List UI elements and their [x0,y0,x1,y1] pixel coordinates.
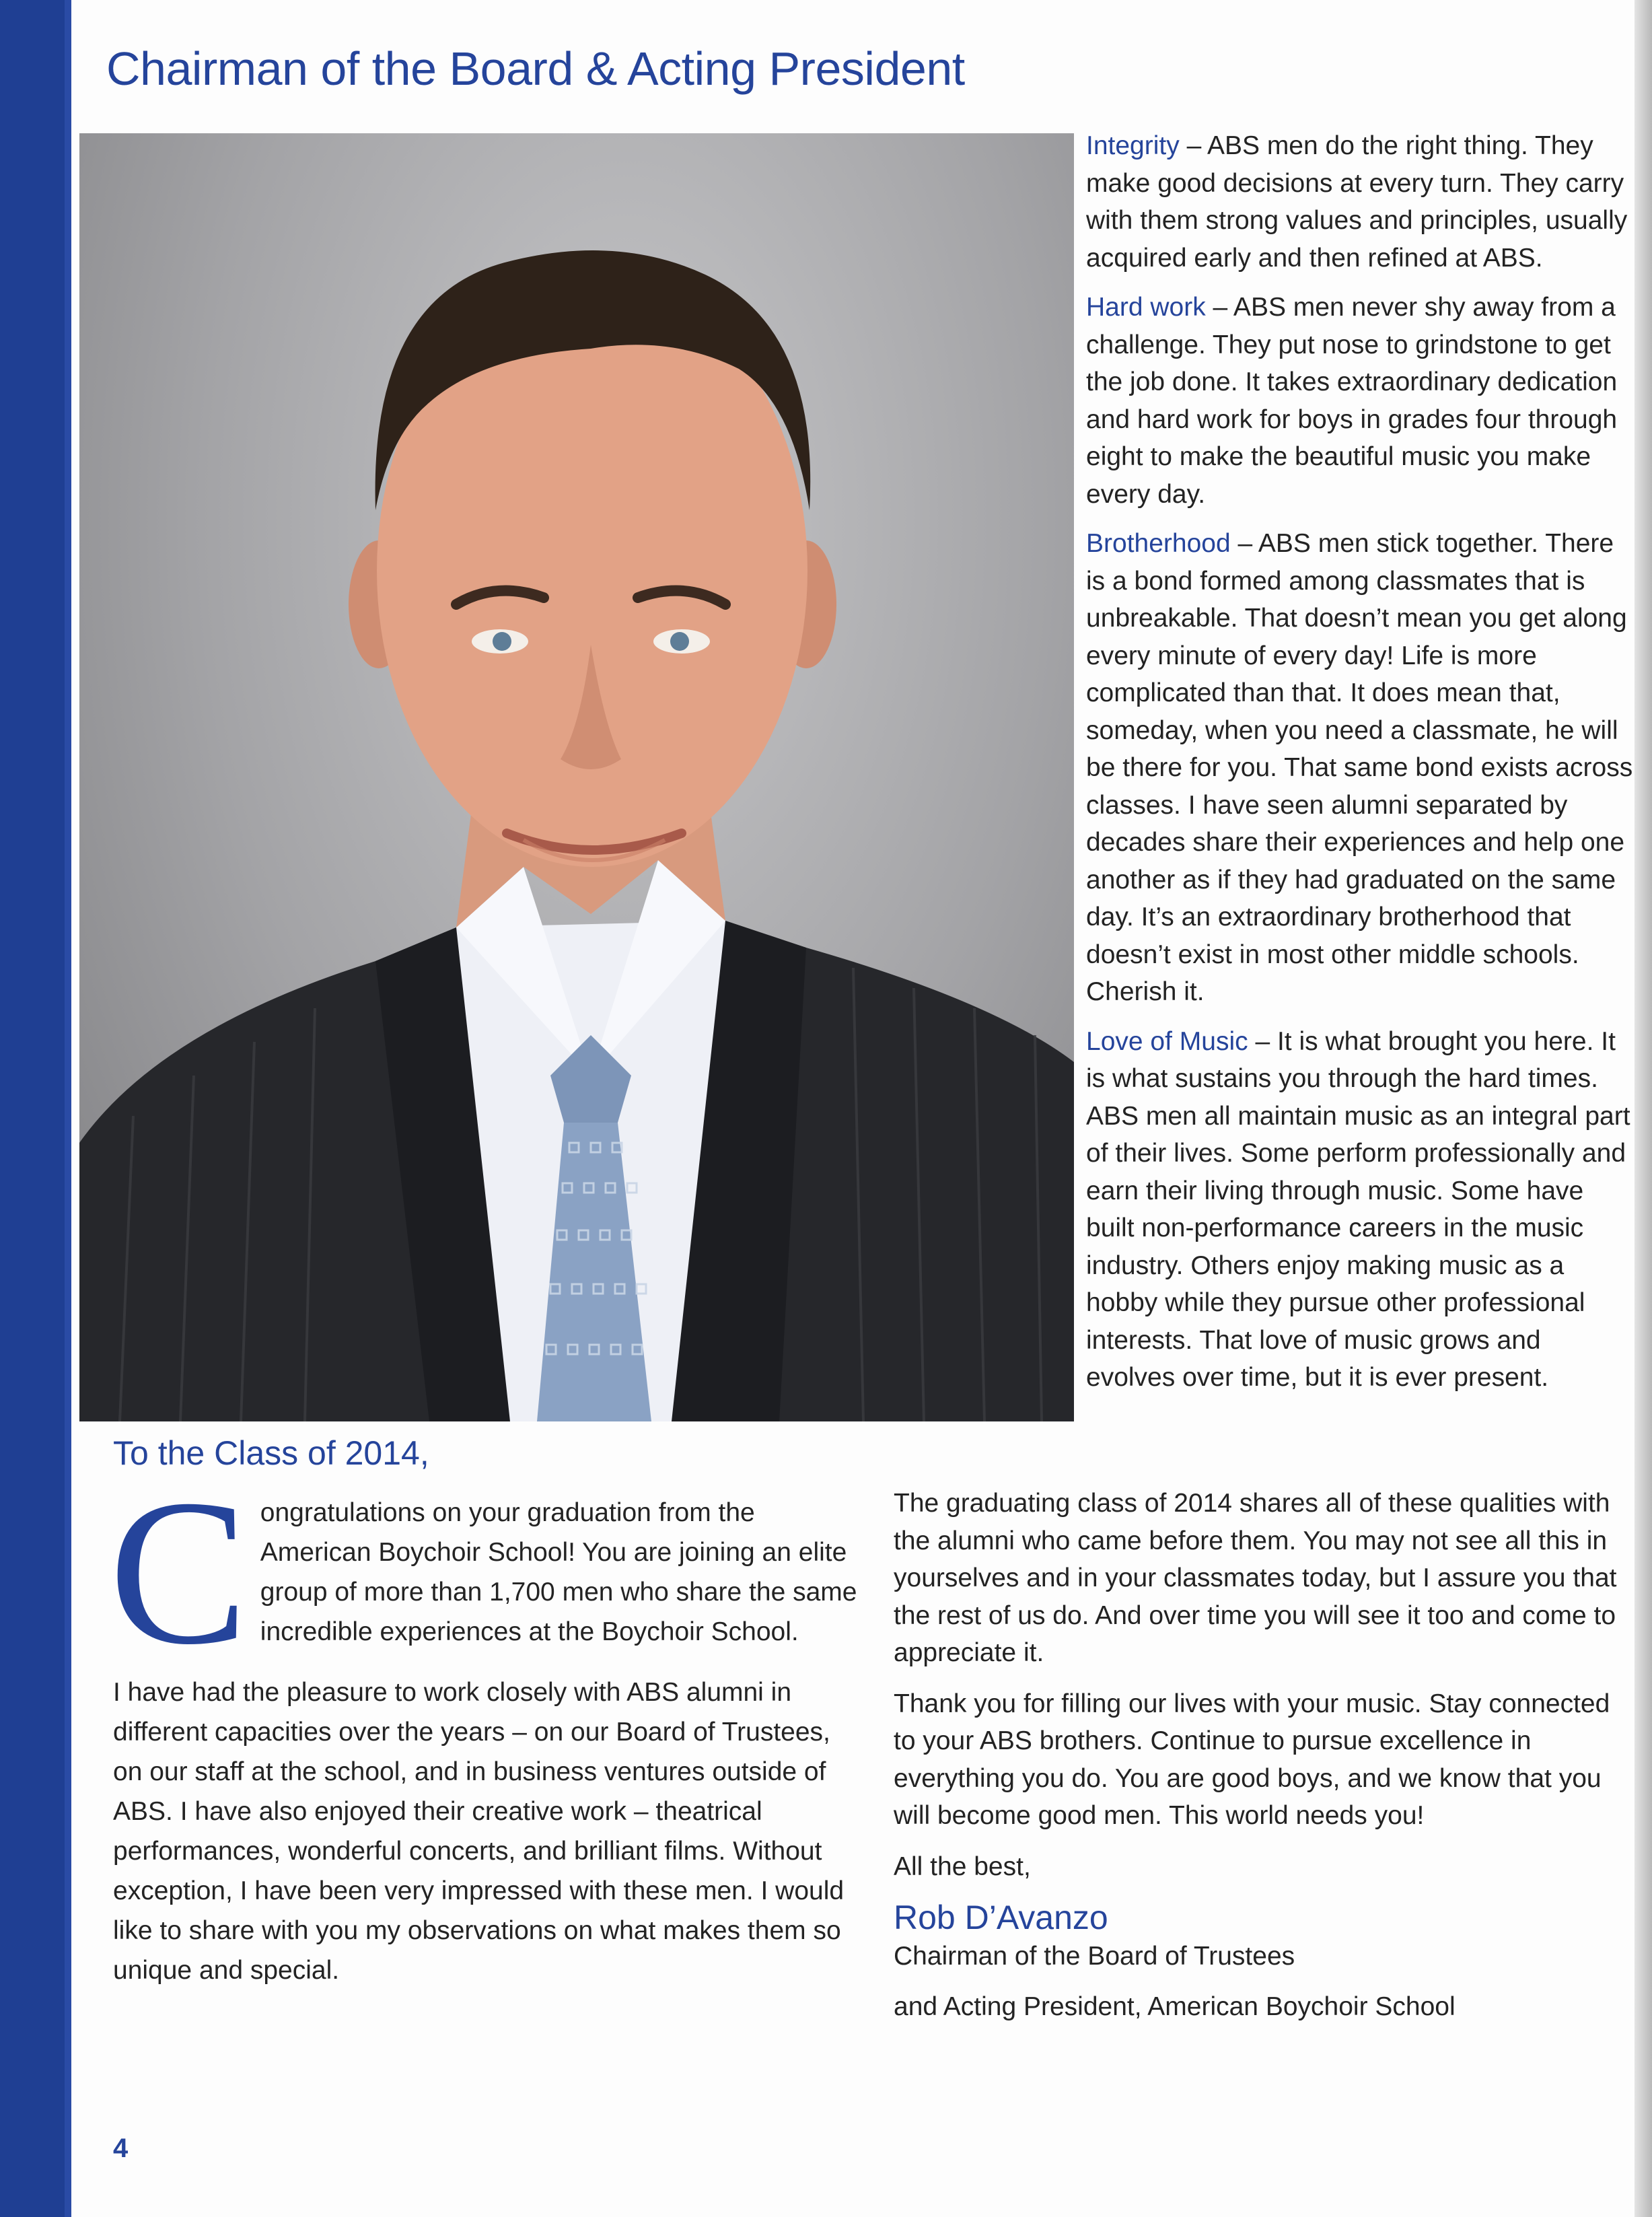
quality-label: Love of Music [1086,1026,1248,1056]
quality-brotherhood [1086,525,1635,1011]
quality-text: – ABS men stick together. There is a bond formed among classmates that is unbreakable. That doesn’t mean you get along every minute of every day! Life is more complicated than that. It does mean that, someday, when you need a classmate, he will be there for you. That same bond exists across classes. I have seen alumni separated by decades share their experiences and help one another as if they had graduated on the same day. It’s an extraordinary brotherhood that doesn’t exist in most other middle schools. Cherish it. [1086,529,1633,1006]
portrait-photo [79,133,1074,1421]
portrait-illustration [79,133,1074,1421]
letter-left-column [113,1673,860,1990]
side-bar-edge [65,0,71,2217]
page-edge-shadow [1635,0,1652,2217]
quality-love-of-music [1086,1023,1635,1397]
signer-name: Rob D’Avanzo [894,1899,1108,1936]
letter-paragraph: The graduating class of 2014 shares all of these qualities with the alumni who came before them. You may not see all this in yourselves and in your classmates today, but I assure you that the rest of us do. And over time you will see it too and come to appreciate it. [894,1489,1617,1667]
quality-integrity [1086,127,1635,277]
quality-text: – ABS men never shy away from a challenge. They put nose to grindstone to get the job done. It takes extraordinary dedication and hard work for boys in grades four through eight to make the beautiful music you make every day. [1086,293,1618,509]
signer-title-line-1: Chairman of the Board of Trustees [894,1942,1295,1971]
signer-title-line-2: and Acting President, American Boychoir School [894,1992,1456,2021]
letter-closing: All the best, [894,1852,1031,1881]
drop-cap: C [109,1457,248,1688]
quality-label: Hard work [1086,293,1206,322]
letter-paragraph: Thank you for filling our lives with your music. Stay connected to your ABS brothers. Continue to pursue excellence in everything you do. You are good boys, and we know that you will become good men. This world needs you! [894,1689,1610,1830]
side-color-bar [0,0,71,2217]
page-number: 4 [113,2134,129,2163]
quality-text: – ABS men do the right thing. They make good decisions at every turn. They carry with them strong values and principles, usually acquired early and then refined at ABS. [1086,131,1628,273]
qualities-column [1086,127,1635,1397]
quality-label: Brotherhood [1086,529,1231,558]
letter-right-column [894,1485,1634,2025]
quality-label: Integrity [1086,131,1180,160]
quality-hard-work [1086,289,1635,513]
letter-intro [109,1457,860,1688]
page-title: Chairman of the Board & Acting President [106,42,965,95]
quality-text: – It is what brought you here. It is what sustains you through the hard times. ABS men all maintain music as an integral part of their lives. Some perform professionally and earn their living through music. Some have built non-performance careers in the music industry. Others enjoy making music as a hobby while they pursue other professional interests. That love of music grows and evolves over time, but it is ever present. [1086,1026,1630,1392]
intro-text: ongratulations on your graduation from the American Boychoir School! You are joining an elite group of more than 1,700 men who share the same incredible experiences at the Boychoir School. [260,1498,857,1646]
letter-greeting: To the Class of 2014, [113,1434,429,1472]
letter-paragraph: I have had the pleasure to work closely with ABS alumni in different capacities over the years – on our Board of Trustees, on our staff at the school, and in business ventures outside of ABS. I have also enjoyed their creative work – theatrical performances, wonderful concerts, and brilliant films. Without exception, I have been very impressed with these men. I would like to share with you my observations on what makes them so unique and special. [113,1678,845,1985]
